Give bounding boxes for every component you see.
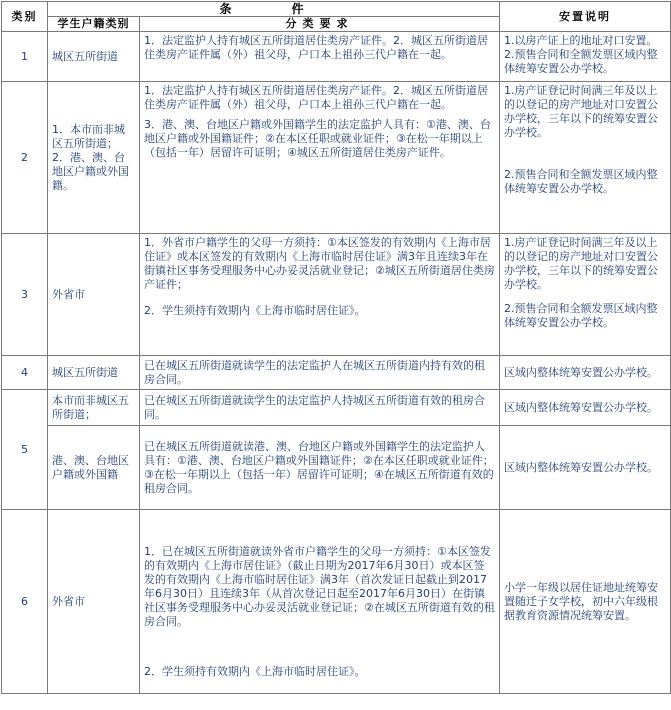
- header-requirements: 分类要求: [140, 17, 500, 32]
- requirement-text: 3．港、澳、台地区户籍或外国籍学生的法定监护人具有：①港、澳、台地区户籍或外国籍证件；②在本区任职或就业证件；③在松一年期以上（包括一年）居留许可证明；④城区五所街道居住类房产证件。: [144, 118, 491, 159]
- row-number: 4: [2, 356, 48, 390]
- table-row: [2, 82, 671, 234]
- table-row: [2, 32, 671, 82]
- requirement-cell: [140, 510, 500, 694]
- requirement-text: 1．外省市户籍学生的父母一方须持：①本区签发的有效期内《上海市居住证》或本区签发的有效期内《上海市临时居住证》满3年且连续3年在街镇社区事务受理服务中心办妥灵活就业登记；②城区五所街道居住类房产证件；: [144, 236, 495, 291]
- header-household-type: 学生户籍类别: [48, 17, 140, 32]
- placement-text: 区域内整体统筹安置公办学校。: [500, 356, 671, 390]
- placement-text: 1.以房产证上的地址对口安置。2.预售合同和全额发票区域内整体统筹安置公办学校。: [500, 32, 671, 82]
- requirement-text: 已在城区五所街道就读港、澳、台地区户籍或外国籍学生的法定监护人具有：①港、澳、台地区户籍或外国籍证件；②在本区任职或就业证件；③在松一年期以上（包括一年）居留许可证明；④在城区五所街道有效的租房合同。: [140, 426, 500, 510]
- household-type: 本市而非城区五所街道；: [48, 390, 140, 426]
- table-row: [2, 390, 671, 426]
- table-row: [2, 356, 671, 390]
- placement-text: 小学一年级以居住证地址统筹安置随迁子女学校，初中六年级根据教育资源情况统筹安置。: [500, 510, 671, 694]
- household-type: 港、澳、台地区户籍或外国籍: [48, 426, 140, 510]
- row-number: 1: [2, 32, 48, 82]
- requirement-text: 已在城区五所街道就读学生的法定监护人在城区五所街道内持有效的租房合同。: [140, 356, 500, 390]
- placement-text: 1.房产证登记时间满三年及以上的以登记的房产地址对口安置公办学校，三年以下的统筹安置公办学校。: [504, 236, 659, 291]
- requirement-text: 2．学生须持有效期内《上海市临时居住证》。: [144, 664, 366, 678]
- placement-cell: [500, 234, 671, 356]
- requirement-text: 2．学生须持有效期内《上海市临时居住证》。: [144, 304, 366, 317]
- requirement-text: 已在城区五所街道就读学生的法定监护人持城区五所街道有效的租房合同。: [140, 390, 500, 426]
- header-conditions: 条 件: [48, 2, 500, 17]
- placement-text: 区域内整体统筹安置公办学校。: [500, 390, 671, 426]
- row-number: 6: [2, 510, 48, 694]
- placement-text: 2.预售合同和全额发票区域内整体统筹安置公办学校。: [504, 168, 658, 195]
- header-category: 类别: [2, 2, 48, 32]
- table-row: [2, 234, 671, 356]
- row-number: 3: [2, 234, 48, 356]
- row-number: 5: [2, 390, 48, 510]
- household-type: 1．本市而非城区五所街道；2．港、澳、台地区户籍或外国籍。: [48, 82, 140, 234]
- header-placement: 安置说明: [500, 2, 671, 32]
- placement-text: 2.预售合同和全额发票区域内整体统筹安置公办学校。: [504, 302, 658, 329]
- admission-table: [1, 1, 671, 694]
- requirement-text: 1．法定监护人持有城区五所街道居住类房产证件。2．城区五所街道居住类房产证件属（外）祖父母，户口本上祖孙三代户籍在一起。: [140, 32, 500, 82]
- household-type: 外省市: [48, 510, 140, 694]
- household-type: 城区五所街道: [48, 32, 140, 82]
- household-type: 城区五所街道: [48, 356, 140, 390]
- table-row: [2, 426, 671, 510]
- household-type: 外省市: [48, 234, 140, 356]
- requirement-text: 1．已在城区五所街道就读外省市户籍学生的父母一方须持：①本区签发的有效期内《上海市居住证》（截止日期为2017年6月30日）或本区签发的有效期内《上海市临时居住证》满3年（首次发证日起截止到2017年6月30日）且连续3年（从首次登记日起至2017年6月30日）在街镇社区事务受理服务中心办妥灵活就业登记证；②在城区五所街道有效的租房合同。: [144, 544, 495, 628]
- row-number: 2: [2, 82, 48, 234]
- placement-text: 1.房产证登记时间满三年及以上的以登记的房产地址对口安置公办学校，三年以下的统筹安置公办学校。: [504, 84, 659, 139]
- requirement-cell: [140, 234, 500, 356]
- placement-text: 区域内整体统筹安置公办学校。: [500, 426, 671, 510]
- requirement-text: 1．法定监护人持有城区五所街道居住类房产证件。2．城区五所街道居住类房产证件属（外）祖父母，户口本上祖孙三代户籍在一起。: [144, 84, 488, 111]
- placement-cell: [500, 82, 671, 234]
- table-row: [2, 510, 671, 694]
- requirement-cell: [140, 82, 500, 234]
